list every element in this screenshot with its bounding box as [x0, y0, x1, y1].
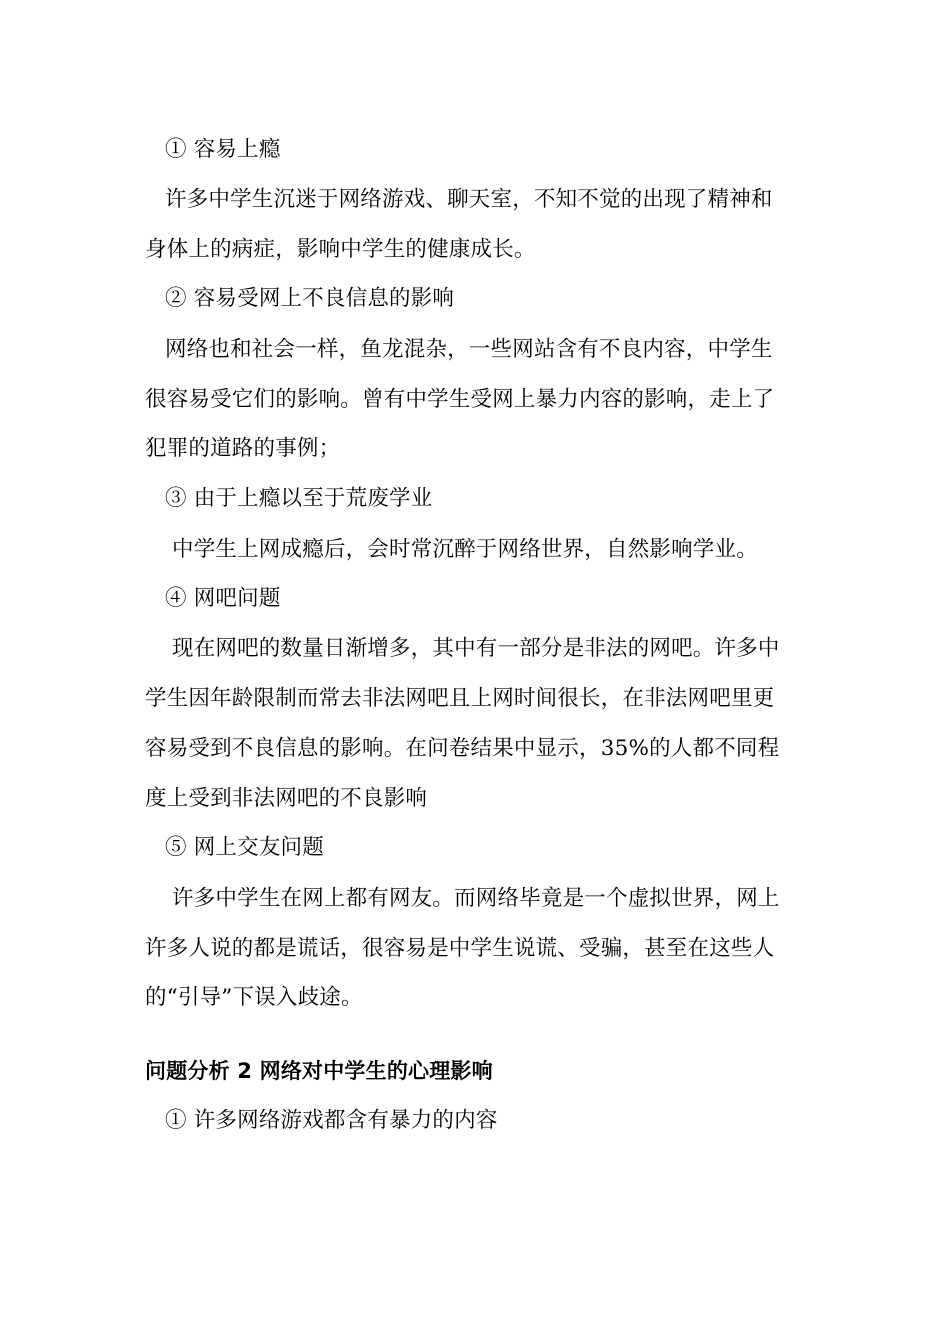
paragraph-line: 容易受到不良信息的影响。在问卷结果中显示，35%的人都不同程 [145, 736, 780, 761]
section-heading: 问题分析 2 网络对中学生的心理影响 [145, 1059, 493, 1083]
list-item-heading: ① 许多网络游戏都含有暴力的内容 [165, 1108, 498, 1133]
paragraph-line: 中学生上网成瘾后，会时常沉醉于网络世界，自然影响学业。 [172, 537, 758, 562]
list-item-heading: ⑤ 网上交友问题 [165, 835, 324, 860]
paragraph-line: 许多中学生在网上都有网友。而网络毕竟是一个虚拟世界，网上 [172, 886, 780, 911]
list-item-heading: ④ 网吧问题 [165, 586, 281, 611]
paragraph-line: 学生因年龄限制而常去非法网吧且上网时间很长，在非法网吧里更 [145, 686, 775, 711]
list-item-heading: ① 容易上瘾 [165, 137, 281, 162]
list-item-heading: ③ 由于上瘾以至于荒废学业 [165, 486, 433, 511]
paragraph-line: 许多中学生沉迷于网络游戏、聊天室，不知不觉的出现了精神和 [165, 187, 773, 212]
paragraph-line: 的“引导”下误入歧途。 [145, 985, 363, 1010]
paragraph-line: 网络也和社会一样，鱼龙混杂，一些网站含有不良内容，中学生 [165, 337, 773, 362]
paragraph-line: 很容易受它们的影响。曾有中学生受网上暴力内容的影响，走上了 [145, 387, 775, 412]
list-item-heading: ② 容易受网上不良信息的影响 [165, 286, 455, 311]
paragraph-line: 现在网吧的数量日渐增多，其中有一部分是非法的网吧。许多中 [172, 636, 780, 661]
paragraph-line: 许多人说的都是谎话，很容易是中学生说谎、受骗，甚至在这些人 [145, 936, 775, 961]
paragraph-line: 身体上的病症，影响中学生的健康成长。 [145, 237, 536, 262]
paragraph-line: 犯罪的道路的事例； [145, 436, 341, 461]
paragraph-line: 度上受到非法网吧的不良影响 [145, 786, 428, 811]
